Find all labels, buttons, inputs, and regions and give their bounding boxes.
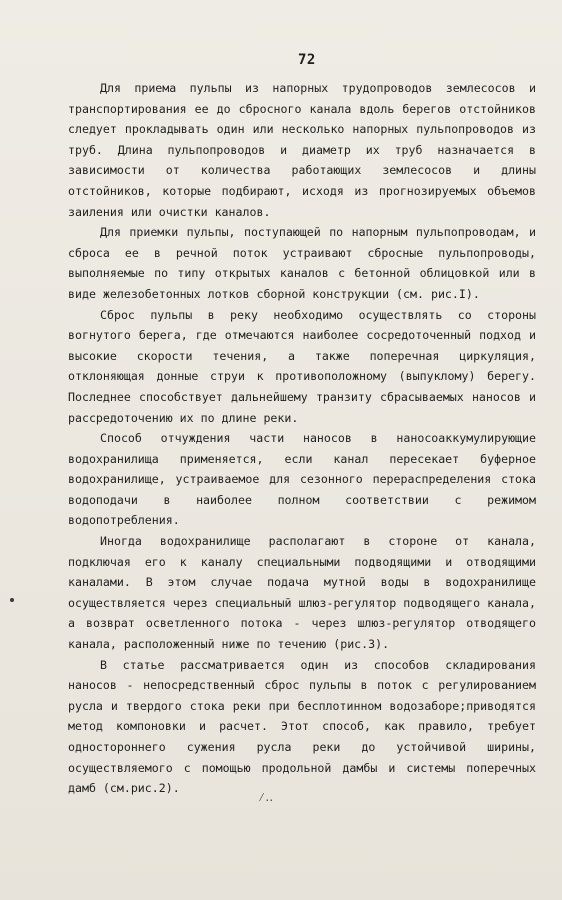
body-text bbox=[68, 78, 536, 799]
margin-dot-mark bbox=[10, 598, 14, 602]
ink-scribble-mark: ⁄‥ bbox=[258, 790, 274, 804]
paragraph-5: Иногда водохранилище располагают в стороне от канала, подключая его к каналу специальными подводящими и отводящими каналами. В этом случае подача мутной воды в водохранилище осуществляется через специальный шлюз-регулятор подводящего канала, а возврат осветленного потока - через шлюз-регулятор отводящего канала, расположенный ниже по течению (рис.3). bbox=[68, 534, 536, 652]
paragraph-1: Для приема пульпы из напорных трудопроводов землесосов и транспортирования ее до сбросного канала вдоль берегов отстойников следует прокладывать один или несколько напорных пульпопроводов из труб. Длина пульпопроводов и диаметр их труб назначается в зависимости от количества работающих землесосов и длины отстойников, которые подбирают, исходя из прогнозируемых объемов заиления или очистки каналов. bbox=[68, 81, 536, 219]
paragraph-2: Для приемки пульпы, поступающей по напорным пульпопроводам, и сброса ее в речной поток устраивают сбросные пульпопроводы, выполняемые по типу открытых каналов с бетонной облицовкой или в виде железобетонных лотков сборной конструкции (см. рис.I). bbox=[68, 225, 536, 301]
page-number: 72 bbox=[298, 52, 316, 68]
paragraph-6: В статье рассматривается один из способов складирования наносов - непосредственный сброс пульпы в поток с регулированием русла и твердого стока реки при бесплотинном водозаборе;приводятся метод компоновки и расчет. Этот способ, как правило, требует одностороннего сужения русла реки до устойчивой ширины, осуществляемого с помощью продольной дамбы и системы поперечных дамб (см.рис.2). bbox=[68, 657, 536, 796]
paragraph-4: Способ отчуждения части наносов в наносоаккумулирующие водохранилища применяется, если канал пересекает буферное водохранилище, устраиваемое для сезонного перераспределения стока водоподачи в наиболее полном соответствии с режимом водопотребления. bbox=[68, 431, 536, 528]
paragraph-3: Сброс пульпы в реку необходимо осуществлять со стороны вогнутого берега, где отмечаются наиболее сосредоточенный подход и высокие скорости течения, а также поперечная циркуляция, отклоняющая донные струи к противоположному (выпуклому) берегу. Последнее способствует дальнейшему транзиту сбрасываемых наносов и рассредоточению их по длине реки. bbox=[68, 307, 536, 425]
